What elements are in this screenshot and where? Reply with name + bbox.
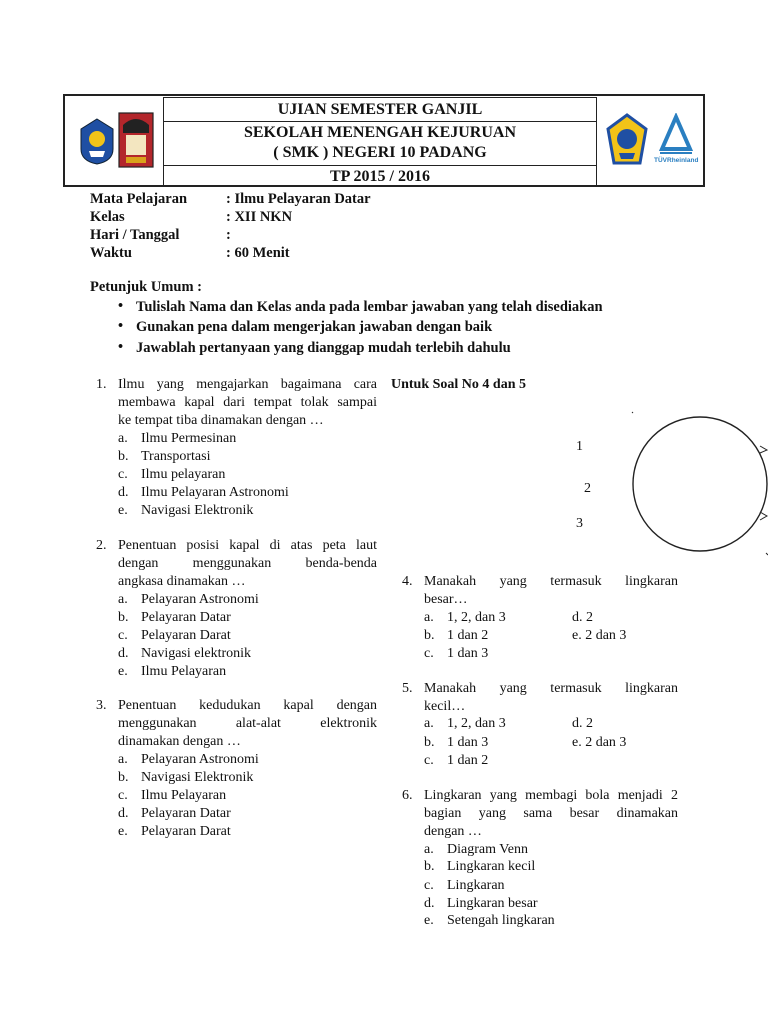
question-text: membawa kapal dari tempat tolak sampai — [118, 395, 377, 410]
question-text: besar… — [424, 592, 468, 607]
option-text: Pelayaran Darat — [141, 628, 231, 643]
option-letter: c. — [424, 753, 434, 768]
option-text: e. 2 dan 3 — [572, 735, 627, 750]
option-text: Setengah lingkaran — [447, 913, 555, 928]
instruction-item: Gunakan pena dalam mengerjakan jawaban dengan baik — [136, 319, 493, 335]
option-letter: c. — [118, 788, 128, 803]
sphere-diagram — [620, 404, 768, 564]
option-letter: b. — [424, 735, 435, 750]
option-text: Ilmu Pelayaran — [141, 664, 227, 679]
question-text: Manakah yang termasuk lingkaran — [424, 574, 678, 589]
school-name: SEKOLAH MENENGAH KEJURUAN — [243, 124, 517, 141]
meta-value: : — [226, 227, 231, 243]
padang-city-logo — [117, 111, 155, 169]
option-text: 1, 2, dan 3 — [447, 610, 506, 625]
question-text: bagian yang sama besar dinamakan — [424, 806, 678, 821]
option-letter: d. — [118, 485, 129, 500]
option-letter: c. — [424, 646, 434, 661]
option-text: Pelayaran Astronomi — [141, 752, 259, 767]
school-subname: ( SMK ) NEGERI 10 PADANG — [273, 144, 487, 161]
meta-label: Hari / Tanggal — [90, 227, 180, 243]
option-letter: b. — [118, 770, 129, 785]
meta-label: Mata Pelajaran — [90, 191, 188, 207]
question-text: menggunakan alat-alat elektronik — [118, 716, 377, 731]
question-text: angkasa dinamakan … — [118, 574, 246, 589]
option-letter: e. — [118, 664, 128, 679]
figure-title: Untuk Soal No 4 dan 5 — [391, 377, 526, 392]
instruction-item: Jawablah pertanyaan yang dianggap mudah terlebih dahulu — [136, 340, 511, 356]
tut-wuri-logo — [79, 117, 115, 165]
question-text: dengan … — [424, 824, 482, 839]
header-divider — [163, 121, 597, 122]
meta-value: : Ilmu Pelayaran Datar — [226, 191, 371, 207]
option-text: Pelayaran Astronomi — [141, 592, 259, 607]
question-text: Penentuan posisi kapal di atas peta laut — [118, 538, 377, 553]
question-text: Lingkaran yang membagi bola menjadi 2 — [424, 788, 678, 803]
exam-title: UJIAN SEMESTER GANJIL — [277, 101, 483, 118]
meta-label: Kelas — [90, 209, 125, 225]
option-letter: c. — [424, 878, 434, 893]
option-letter: a. — [424, 842, 434, 857]
option-text: Pelayaran Darat — [141, 824, 231, 839]
question-number: 5. — [402, 681, 413, 696]
option-text: Ilmu Pelayaran Astronomi — [141, 485, 289, 500]
question-number: 6. — [402, 788, 413, 803]
question-text: Ilmu yang mengajarkan bagaimana cara — [118, 377, 377, 392]
option-text: d. 2 — [572, 716, 593, 731]
option-text: Transportasi — [141, 449, 211, 464]
question-number: 4. — [402, 574, 413, 589]
question-number: 1. — [96, 377, 107, 392]
option-text: Ilmu Pelayaran — [141, 788, 227, 803]
option-letter: b. — [118, 449, 129, 464]
instructions-title: Petunjuk Umum : — [90, 279, 202, 295]
meta-value: : 60 Menit — [226, 245, 290, 261]
option-text: Lingkaran — [447, 878, 505, 893]
bullet-icon: • — [118, 298, 124, 314]
question-text: Penentuan kedudukan kapal dengan — [118, 698, 377, 713]
option-letter: c. — [118, 628, 128, 643]
option-text: Navigasi elektronik — [141, 646, 252, 661]
meta-label: Waktu — [90, 245, 132, 261]
option-letter: b. — [424, 628, 435, 643]
option-letter: a. — [118, 752, 128, 767]
option-text: Navigasi Elektronik — [141, 770, 254, 785]
option-letter: a. — [118, 592, 128, 607]
tuv-label: TÜVRheinland — [654, 157, 699, 164]
option-letter: e. — [424, 913, 434, 928]
option-text: Lingkaran besar — [447, 896, 538, 911]
option-letter: e. — [118, 824, 128, 839]
option-letter: d. — [118, 646, 129, 661]
option-letter: b. — [118, 610, 129, 625]
option-letter: a. — [424, 610, 434, 625]
option-letter: c. — [118, 467, 128, 482]
circle-label: 2 — [584, 481, 591, 496]
circle-label: 3 — [576, 516, 583, 531]
header-divider — [163, 165, 597, 166]
option-text: Ilmu pelayaran — [141, 467, 226, 482]
option-text: Pelayaran Datar — [141, 806, 231, 821]
option-text: 1 dan 3 — [447, 646, 489, 661]
smk-padang-logo — [606, 113, 648, 169]
question-text: ke tempat tiba dinamakan dengan … — [118, 413, 324, 428]
question-text: kecil… — [424, 699, 466, 714]
option-letter: b. — [424, 859, 435, 874]
circle-label: 1 — [576, 439, 583, 454]
bullet-icon: • — [118, 318, 124, 334]
question-text: Manakah yang termasuk lingkaran — [424, 681, 678, 696]
bullet-icon: • — [118, 339, 124, 355]
option-letter: d. — [118, 806, 129, 821]
option-letter: e. — [118, 503, 128, 518]
option-letter: a. — [118, 431, 128, 446]
instruction-item: Tulislah Nama dan Kelas anda pada lembar jawaban yang telah disediakan — [136, 299, 603, 315]
option-text: d. 2 — [572, 610, 593, 625]
option-text: 1 dan 2 — [447, 628, 489, 643]
option-text: 1 dan 2 — [447, 753, 489, 768]
question-text: dengan menggunakan benda-benda — [118, 556, 377, 571]
option-text: Lingkaran kecil — [447, 859, 536, 874]
option-letter: d. — [424, 896, 435, 911]
option-text: Ilmu Permesinan — [141, 431, 237, 446]
option-text: e. 2 dan 3 — [572, 628, 627, 643]
question-number: 2. — [96, 538, 107, 553]
option-text: Diagram Venn — [447, 842, 528, 857]
option-text: 1, 2, dan 3 — [447, 716, 506, 731]
option-text: Pelayaran Datar — [141, 610, 231, 625]
school-year: TP 2015 / 2016 — [329, 168, 430, 185]
option-text: Navigasi Elektronik — [141, 503, 254, 518]
question-text: dinamakan dengan … — [118, 734, 241, 749]
question-number: 3. — [96, 698, 107, 713]
option-text: 1 dan 3 — [447, 735, 489, 750]
meta-value: : XII NKN — [226, 209, 293, 225]
option-letter: a. — [424, 716, 434, 731]
